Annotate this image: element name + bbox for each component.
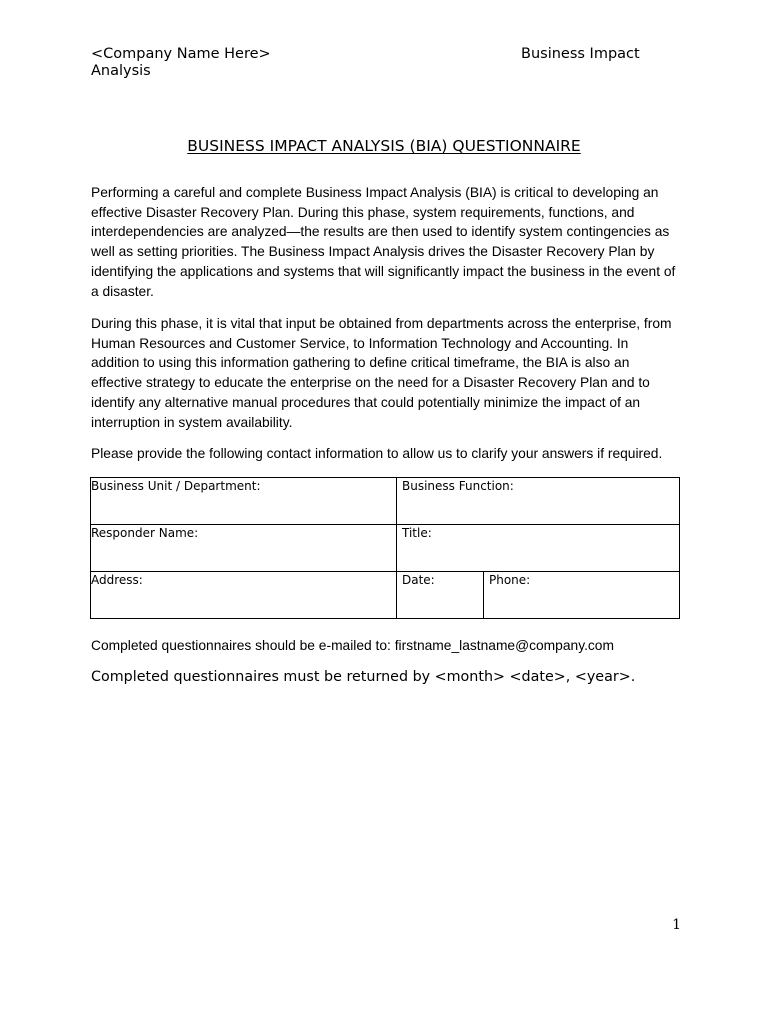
phone-label: Phone: <box>489 573 531 587</box>
intro-paragraph-2 <box>91 314 691 432</box>
title-cell[interactable] <box>397 525 680 572</box>
header-document-type-continued: Analysis <box>91 63 151 79</box>
date-cell[interactable] <box>397 572 484 619</box>
document-title-text: BUSINESS IMPACT ANALYSIS (BIA) QUESTIONNAIRE <box>187 137 581 155</box>
paragraph-line: well as setting priorities. The Business Impact Analysis drives the Disaster Recovery Plan by <box>91 244 655 260</box>
paragraph-line: During this phase, it is vital that input be obtained from departments across the enterprise, from <box>91 316 672 331</box>
email-instruction: Completed questionnaires should be e-mailed to: firstname_lastname@company.com <box>91 638 614 653</box>
title-label: Title: <box>402 526 432 540</box>
paragraph-line: Performing a careful and complete Business Impact Analysis (BIA) is critical to developing an <box>91 185 659 200</box>
phone-cell[interactable] <box>484 572 680 619</box>
return-deadline-instruction: Completed questionnaires must be returned by <month> <date>, <year>. <box>91 669 636 685</box>
paragraph-line: Human Resources and Customer Service, to Information Technology and Accounting. In <box>91 335 629 351</box>
business-unit-label: Business Unit / Department: <box>91 479 261 493</box>
date-label: Date: <box>402 573 435 587</box>
paragraph-line: identifying the applications and systems that will significantly impact the business in the event of <box>91 263 676 279</box>
page-number: 1 <box>672 917 681 933</box>
paragraph-line: interruption in system availability. <box>91 414 293 430</box>
paragraph-line: effective Disaster Recovery Plan. During this phase, system requirements, functions, and <box>91 204 635 220</box>
responder-name-cell[interactable] <box>91 525 397 572</box>
address-label: Address: <box>91 573 143 587</box>
responder-name-label: Responder Name: <box>91 526 199 540</box>
contact-prompt-text: Please provide the following contact information to allow us to clarify your answers if required. <box>91 446 663 461</box>
table-row <box>91 525 680 572</box>
table-row <box>91 478 680 525</box>
header-company-name: <Company Name Here> <box>91 46 271 62</box>
document-title <box>0 137 768 156</box>
address-cell[interactable] <box>91 572 397 619</box>
paragraph-line: identify any alternative manual procedures that could potentially minimize the impact of an <box>91 394 641 410</box>
table-row <box>91 572 680 619</box>
paragraph-line: addition to using this information gathering to define critical timeframe, the BIA is also an <box>91 355 630 371</box>
paragraph-line: effective strategy to educate the enterprise on the need for a Disaster Recovery Plan and to <box>91 375 650 391</box>
header-document-type: Business Impact <box>521 46 640 62</box>
business-unit-cell[interactable] <box>91 478 397 525</box>
business-function-label: Business Function: <box>402 479 514 493</box>
paragraph-line: a disaster. <box>91 283 154 299</box>
contact-prompt <box>91 444 691 464</box>
contact-info-table <box>90 477 680 619</box>
paragraph-line: interdependencies are analyzed—the results are then used to identify system contingencies as <box>91 224 670 240</box>
business-function-cell[interactable] <box>397 478 680 525</box>
intro-paragraph-1 <box>91 183 691 301</box>
